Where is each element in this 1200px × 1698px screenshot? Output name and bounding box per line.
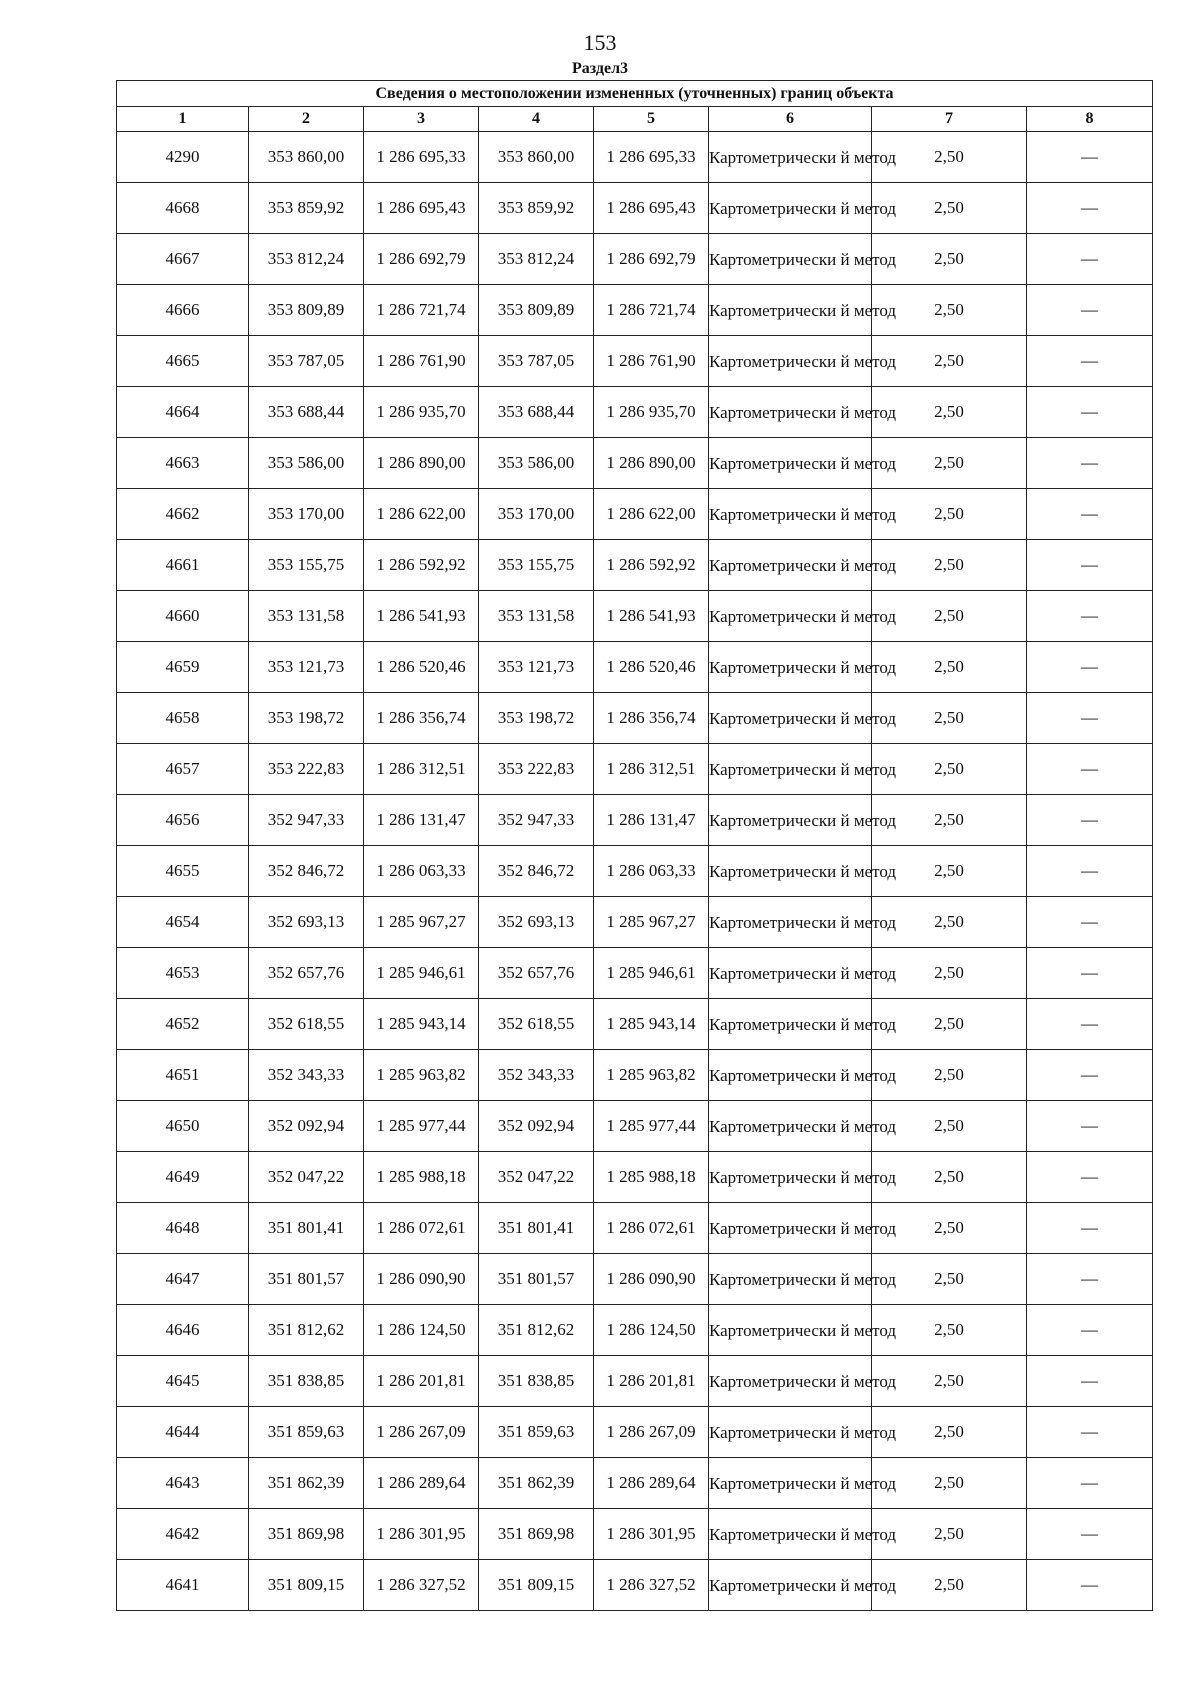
x-new-cell: 353 688,44 — [479, 387, 594, 438]
method-cell: Картометрически й метод — [709, 693, 872, 744]
method-cell: Картометрически й метод — [709, 591, 872, 642]
description-cell: — — [1027, 285, 1153, 336]
y-new-cell: 1 286 063,33 — [594, 846, 709, 897]
y-old-cell: 1 285 977,44 — [364, 1101, 479, 1152]
description-cell: — — [1027, 1152, 1153, 1203]
x-old-cell: 351 869,98 — [249, 1509, 364, 1560]
y-new-cell: 1 286 692,79 — [594, 234, 709, 285]
y-old-cell: 1 286 695,33 — [364, 132, 479, 183]
method-cell: Картометрически й метод — [709, 1407, 872, 1458]
table-row — [117, 591, 1153, 642]
method-cell: Картометрически й метод — [709, 438, 872, 489]
description-cell: — — [1027, 489, 1153, 540]
x-old-cell: 353 121,73 — [249, 642, 364, 693]
method-cell: Картометрически й метод — [709, 285, 872, 336]
y-new-cell: 1 286 695,33 — [594, 132, 709, 183]
x-old-cell: 353 787,05 — [249, 336, 364, 387]
description-cell: — — [1027, 1509, 1153, 1560]
x-new-cell: 353 198,72 — [479, 693, 594, 744]
y-old-cell: 1 286 090,90 — [364, 1254, 479, 1305]
x-old-cell: 353 809,89 — [249, 285, 364, 336]
point-number-cell: 4665 — [117, 336, 249, 387]
x-old-cell: 352 618,55 — [249, 999, 364, 1050]
description-cell: — — [1027, 540, 1153, 591]
description-cell: — — [1027, 999, 1153, 1050]
accuracy-cell: 2,50 — [872, 1458, 1027, 1509]
x-new-cell: 353 812,24 — [479, 234, 594, 285]
point-number-cell: 4662 — [117, 489, 249, 540]
x-new-cell: 351 838,85 — [479, 1356, 594, 1407]
y-old-cell: 1 285 943,14 — [364, 999, 479, 1050]
x-new-cell: 352 693,13 — [479, 897, 594, 948]
x-old-cell: 351 809,15 — [249, 1560, 364, 1611]
accuracy-cell: 2,50 — [872, 642, 1027, 693]
y-old-cell: 1 286 721,74 — [364, 285, 479, 336]
page-number: 153 — [583, 30, 617, 55]
column-number-5: 5 — [594, 107, 709, 132]
column-number-8: 8 — [1027, 107, 1153, 132]
x-new-cell: 353 860,00 — [479, 132, 594, 183]
description-cell: — — [1027, 1356, 1153, 1407]
table-row — [117, 1509, 1153, 1560]
method-cell: Картометрически й метод — [709, 744, 872, 795]
method-cell: Картометрически й метод — [709, 132, 872, 183]
table-row — [117, 1560, 1153, 1611]
x-old-cell: 353 131,58 — [249, 591, 364, 642]
table-row — [117, 1050, 1153, 1101]
table-row — [117, 1356, 1153, 1407]
y-new-cell: 1 286 695,43 — [594, 183, 709, 234]
x-old-cell: 352 343,33 — [249, 1050, 364, 1101]
table-row — [117, 795, 1153, 846]
method-cell: Картометрически й метод — [709, 642, 872, 693]
y-old-cell: 1 286 327,52 — [364, 1560, 479, 1611]
x-new-cell: 352 047,22 — [479, 1152, 594, 1203]
point-number-cell: 4663 — [117, 438, 249, 489]
y-old-cell: 1 286 622,00 — [364, 489, 479, 540]
x-old-cell: 353 812,24 — [249, 234, 364, 285]
y-old-cell: 1 286 267,09 — [364, 1407, 479, 1458]
point-number-cell: 4668 — [117, 183, 249, 234]
accuracy-cell: 2,50 — [872, 846, 1027, 897]
description-cell: — — [1027, 387, 1153, 438]
description-cell: — — [1027, 795, 1153, 846]
x-old-cell: 352 657,76 — [249, 948, 364, 999]
accuracy-cell: 2,50 — [872, 438, 1027, 489]
method-cell: Картометрически й метод — [709, 1305, 872, 1356]
accuracy-cell: 2,50 — [872, 1254, 1027, 1305]
method-cell: Картометрически й метод — [709, 1203, 872, 1254]
section-title: Раздел3 — [571, 60, 629, 77]
accuracy-cell: 2,50 — [872, 948, 1027, 999]
x-new-cell: 353 170,00 — [479, 489, 594, 540]
y-old-cell: 1 286 890,00 — [364, 438, 479, 489]
table-row — [117, 285, 1153, 336]
point-number-cell: 4660 — [117, 591, 249, 642]
point-number-cell: 4658 — [117, 693, 249, 744]
x-new-cell: 353 586,00 — [479, 438, 594, 489]
table-row — [117, 1458, 1153, 1509]
x-old-cell: 353 198,72 — [249, 693, 364, 744]
accuracy-cell: 2,50 — [872, 234, 1027, 285]
y-new-cell: 1 286 301,95 — [594, 1509, 709, 1560]
x-new-cell: 353 787,05 — [479, 336, 594, 387]
y-new-cell: 1 286 312,51 — [594, 744, 709, 795]
table-row — [117, 1254, 1153, 1305]
x-new-cell: 353 131,58 — [479, 591, 594, 642]
method-cell: Картометрически й метод — [709, 1458, 872, 1509]
y-new-cell: 1 286 267,09 — [594, 1407, 709, 1458]
method-cell: Картометрически й метод — [709, 1560, 872, 1611]
accuracy-cell: 2,50 — [872, 897, 1027, 948]
y-old-cell: 1 286 063,33 — [364, 846, 479, 897]
table-row — [117, 948, 1153, 999]
y-new-cell: 1 285 988,18 — [594, 1152, 709, 1203]
accuracy-cell: 2,50 — [872, 693, 1027, 744]
method-cell: Картометрически й метод — [709, 1050, 872, 1101]
x-old-cell: 351 801,57 — [249, 1254, 364, 1305]
table-row — [117, 693, 1153, 744]
description-cell: — — [1027, 897, 1153, 948]
description-cell: — — [1027, 1050, 1153, 1101]
x-new-cell: 351 869,98 — [479, 1509, 594, 1560]
point-number-cell: 4657 — [117, 744, 249, 795]
method-cell: Картометрически й метод — [709, 1509, 872, 1560]
x-old-cell: 353 860,00 — [249, 132, 364, 183]
method-cell: Картометрически й метод — [709, 489, 872, 540]
x-new-cell: 352 657,76 — [479, 948, 594, 999]
x-new-cell: 352 343,33 — [479, 1050, 594, 1101]
method-cell: Картометрически й метод — [709, 897, 872, 948]
y-new-cell: 1 285 967,27 — [594, 897, 709, 948]
x-old-cell: 353 222,83 — [249, 744, 364, 795]
x-new-cell: 352 846,72 — [479, 846, 594, 897]
y-new-cell: 1 286 592,92 — [594, 540, 709, 591]
y-old-cell: 1 286 935,70 — [364, 387, 479, 438]
y-new-cell: 1 286 935,70 — [594, 387, 709, 438]
x-new-cell: 352 947,33 — [479, 795, 594, 846]
description-cell: — — [1027, 1458, 1153, 1509]
x-old-cell: 351 801,41 — [249, 1203, 364, 1254]
y-old-cell: 1 285 963,82 — [364, 1050, 479, 1101]
table-row — [117, 183, 1153, 234]
y-new-cell: 1 286 356,74 — [594, 693, 709, 744]
y-old-cell: 1 286 356,74 — [364, 693, 479, 744]
accuracy-cell: 2,50 — [872, 285, 1027, 336]
y-new-cell: 1 286 890,00 — [594, 438, 709, 489]
y-new-cell: 1 286 622,00 — [594, 489, 709, 540]
method-cell: Картометрически й метод — [709, 999, 872, 1050]
method-cell: Картометрически й метод — [709, 846, 872, 897]
table-row — [117, 642, 1153, 693]
table-row — [117, 1407, 1153, 1458]
table-row — [117, 846, 1153, 897]
point-number-cell: 4655 — [117, 846, 249, 897]
point-number-cell: 4666 — [117, 285, 249, 336]
y-new-cell: 1 286 201,81 — [594, 1356, 709, 1407]
accuracy-cell: 2,50 — [872, 1509, 1027, 1560]
point-number-cell: 4653 — [117, 948, 249, 999]
method-cell: Картометрически й метод — [709, 234, 872, 285]
y-old-cell: 1 286 201,81 — [364, 1356, 479, 1407]
x-old-cell: 353 859,92 — [249, 183, 364, 234]
method-cell: Картометрически й метод — [709, 948, 872, 999]
table-row — [117, 744, 1153, 795]
x-old-cell: 353 170,00 — [249, 489, 364, 540]
method-cell: Картометрически й метод — [709, 183, 872, 234]
table-row — [117, 336, 1153, 387]
method-cell: Картометрически й метод — [709, 1152, 872, 1203]
x-old-cell: 352 047,22 — [249, 1152, 364, 1203]
column-number-7: 7 — [872, 107, 1027, 132]
method-cell: Картометрически й метод — [709, 795, 872, 846]
table-row — [117, 1152, 1153, 1203]
y-old-cell: 1 286 520,46 — [364, 642, 479, 693]
accuracy-cell: 2,50 — [872, 1305, 1027, 1356]
column-number-2: 2 — [249, 107, 364, 132]
x-new-cell: 351 801,41 — [479, 1203, 594, 1254]
y-old-cell: 1 286 131,47 — [364, 795, 479, 846]
accuracy-cell: 2,50 — [872, 1050, 1027, 1101]
y-new-cell: 1 286 541,93 — [594, 591, 709, 642]
x-new-cell: 351 862,39 — [479, 1458, 594, 1509]
y-new-cell: 1 286 072,61 — [594, 1203, 709, 1254]
point-number-cell: 4651 — [117, 1050, 249, 1101]
x-new-cell: 353 121,73 — [479, 642, 594, 693]
description-cell: — — [1027, 591, 1153, 642]
x-old-cell: 353 155,75 — [249, 540, 364, 591]
description-cell: — — [1027, 1305, 1153, 1356]
x-old-cell: 352 947,33 — [249, 795, 364, 846]
point-number-cell: 4644 — [117, 1407, 249, 1458]
y-old-cell: 1 286 695,43 — [364, 183, 479, 234]
description-cell: — — [1027, 693, 1153, 744]
x-new-cell: 351 801,57 — [479, 1254, 594, 1305]
y-old-cell: 1 286 072,61 — [364, 1203, 479, 1254]
point-number-cell: 4645 — [117, 1356, 249, 1407]
x-new-cell: 353 859,92 — [479, 183, 594, 234]
y-new-cell: 1 286 090,90 — [594, 1254, 709, 1305]
table-row — [117, 234, 1153, 285]
table-row — [117, 1101, 1153, 1152]
method-cell: Картометрически й метод — [709, 387, 872, 438]
table-row — [117, 897, 1153, 948]
description-cell: — — [1027, 234, 1153, 285]
x-old-cell: 352 693,13 — [249, 897, 364, 948]
point-number-cell: 4650 — [117, 1101, 249, 1152]
x-new-cell: 353 155,75 — [479, 540, 594, 591]
description-cell: — — [1027, 438, 1153, 489]
x-new-cell: 352 092,94 — [479, 1101, 594, 1152]
x-new-cell: 353 809,89 — [479, 285, 594, 336]
accuracy-cell: 2,50 — [872, 795, 1027, 846]
accuracy-cell: 2,50 — [872, 1152, 1027, 1203]
y-old-cell: 1 286 124,50 — [364, 1305, 479, 1356]
y-old-cell: 1 286 289,64 — [364, 1458, 479, 1509]
x-new-cell: 352 618,55 — [479, 999, 594, 1050]
accuracy-cell: 2,50 — [872, 1101, 1027, 1152]
description-cell: — — [1027, 642, 1153, 693]
y-old-cell: 1 285 988,18 — [364, 1152, 479, 1203]
x-old-cell: 351 812,62 — [249, 1305, 364, 1356]
description-cell: — — [1027, 1254, 1153, 1305]
description-cell: — — [1027, 1560, 1153, 1611]
y-old-cell: 1 285 967,27 — [364, 897, 479, 948]
description-cell: — — [1027, 132, 1153, 183]
point-number-cell: 4647 — [117, 1254, 249, 1305]
y-new-cell: 1 285 946,61 — [594, 948, 709, 999]
column-number-3: 3 — [364, 107, 479, 132]
x-old-cell: 351 859,63 — [249, 1407, 364, 1458]
table-row — [117, 438, 1153, 489]
point-number-cell: 4646 — [117, 1305, 249, 1356]
table-row — [117, 1305, 1153, 1356]
accuracy-cell: 2,50 — [872, 999, 1027, 1050]
point-number-cell: 4654 — [117, 897, 249, 948]
description-cell: — — [1027, 183, 1153, 234]
method-cell: Картометрически й метод — [709, 1254, 872, 1305]
column-number-1: 1 — [117, 107, 249, 132]
method-cell: Картометрически й метод — [709, 336, 872, 387]
accuracy-cell: 2,50 — [872, 744, 1027, 795]
column-number-4: 4 — [479, 107, 594, 132]
column-number-6: 6 — [709, 107, 872, 132]
accuracy-cell: 2,50 — [872, 1356, 1027, 1407]
y-new-cell: 1 286 289,64 — [594, 1458, 709, 1509]
accuracy-cell: 2,50 — [872, 132, 1027, 183]
point-number-cell: 4649 — [117, 1152, 249, 1203]
y-new-cell: 1 286 761,90 — [594, 336, 709, 387]
y-new-cell: 1 285 977,44 — [594, 1101, 709, 1152]
x-new-cell: 351 812,62 — [479, 1305, 594, 1356]
table-row — [117, 1203, 1153, 1254]
y-old-cell: 1 286 592,92 — [364, 540, 479, 591]
description-cell: — — [1027, 846, 1153, 897]
accuracy-cell: 2,50 — [872, 336, 1027, 387]
description-cell: — — [1027, 948, 1153, 999]
x-old-cell: 353 688,44 — [249, 387, 364, 438]
y-new-cell: 1 285 943,14 — [594, 999, 709, 1050]
point-number-cell: 4643 — [117, 1458, 249, 1509]
point-number-cell: 4659 — [117, 642, 249, 693]
y-old-cell: 1 286 312,51 — [364, 744, 479, 795]
boundary-coordinates-table — [116, 80, 1153, 1611]
accuracy-cell: 2,50 — [872, 540, 1027, 591]
point-number-cell: 4661 — [117, 540, 249, 591]
y-old-cell: 1 286 541,93 — [364, 591, 479, 642]
y-new-cell: 1 286 131,47 — [594, 795, 709, 846]
description-cell: — — [1027, 1407, 1153, 1458]
y-new-cell: 1 286 327,52 — [594, 1560, 709, 1611]
y-old-cell: 1 286 692,79 — [364, 234, 479, 285]
y-new-cell: 1 286 124,50 — [594, 1305, 709, 1356]
y-old-cell: 1 286 301,95 — [364, 1509, 479, 1560]
point-number-cell: 4290 — [117, 132, 249, 183]
table-row — [117, 387, 1153, 438]
accuracy-cell: 2,50 — [872, 1407, 1027, 1458]
accuracy-cell: 2,50 — [872, 591, 1027, 642]
description-cell: — — [1027, 1101, 1153, 1152]
y-new-cell: 1 285 963,82 — [594, 1050, 709, 1101]
point-number-cell: 4656 — [117, 795, 249, 846]
accuracy-cell: 2,50 — [872, 183, 1027, 234]
x-old-cell: 352 092,94 — [249, 1101, 364, 1152]
point-number-cell: 4664 — [117, 387, 249, 438]
accuracy-cell: 2,50 — [872, 1203, 1027, 1254]
table-body — [117, 132, 1153, 1611]
table-row — [117, 132, 1153, 183]
y-old-cell: 1 285 946,61 — [364, 948, 479, 999]
accuracy-cell: 2,50 — [872, 1560, 1027, 1611]
point-number-cell: 4667 — [117, 234, 249, 285]
point-number-cell: 4652 — [117, 999, 249, 1050]
accuracy-cell: 2,50 — [872, 489, 1027, 540]
table-row — [117, 999, 1153, 1050]
table-row — [117, 489, 1153, 540]
point-number-cell: 4648 — [117, 1203, 249, 1254]
description-cell: — — [1027, 744, 1153, 795]
y-old-cell: 1 286 761,90 — [364, 336, 479, 387]
x-new-cell: 351 809,15 — [479, 1560, 594, 1611]
x-old-cell: 351 862,39 — [249, 1458, 364, 1509]
table-caption: Сведения о местоположении измененных (уточненных) границ объекта — [117, 81, 1153, 107]
method-cell: Картометрически й метод — [709, 1101, 872, 1152]
x-new-cell: 351 859,63 — [479, 1407, 594, 1458]
x-old-cell: 352 846,72 — [249, 846, 364, 897]
method-cell: Картометрически й метод — [709, 1356, 872, 1407]
x-old-cell: 353 586,00 — [249, 438, 364, 489]
description-cell: — — [1027, 336, 1153, 387]
x-new-cell: 353 222,83 — [479, 744, 594, 795]
y-new-cell: 1 286 520,46 — [594, 642, 709, 693]
x-old-cell: 351 838,85 — [249, 1356, 364, 1407]
y-new-cell: 1 286 721,74 — [594, 285, 709, 336]
method-cell: Картометрически й метод — [709, 540, 872, 591]
table-row — [117, 540, 1153, 591]
point-number-cell: 4642 — [117, 1509, 249, 1560]
accuracy-cell: 2,50 — [872, 387, 1027, 438]
description-cell: — — [1027, 1203, 1153, 1254]
point-number-cell: 4641 — [117, 1560, 249, 1611]
